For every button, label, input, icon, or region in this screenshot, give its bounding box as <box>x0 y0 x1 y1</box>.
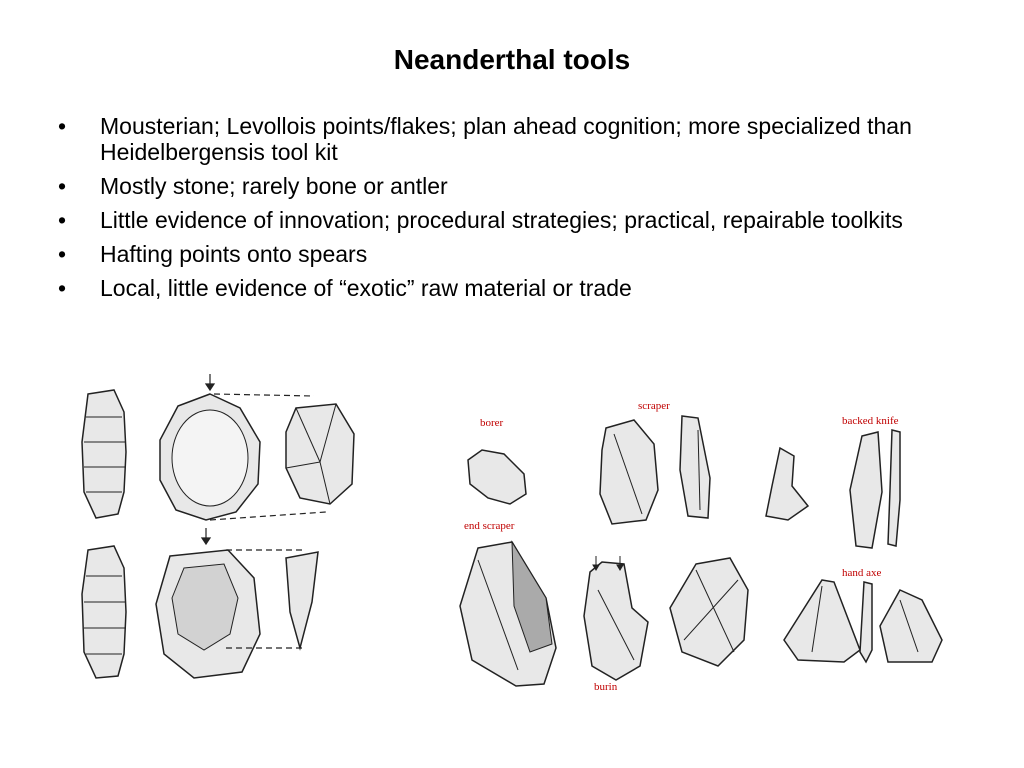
core-side-view-top <box>82 390 126 518</box>
bullet-text: Mostly stone; rarely bone or antler <box>100 173 448 199</box>
burin-tool <box>584 562 648 680</box>
end-scraper-label: end scraper <box>464 520 515 532</box>
backed-knife-tool <box>850 432 882 548</box>
bullet-text: Little evidence of innovation; procedural strategies; practical, repairable toolkits <box>100 207 903 233</box>
core-side-view-bottom <box>82 546 126 678</box>
hand-axe-side-view <box>860 582 872 662</box>
borer-label: borer <box>480 417 504 429</box>
scraper-tool <box>600 420 658 524</box>
bullet-text: Hafting points onto spears <box>100 241 368 267</box>
bullet-icon: • <box>58 241 67 267</box>
bullet-list <box>58 113 958 309</box>
bullet-icon: • <box>58 173 67 199</box>
list-item <box>58 275 958 301</box>
borer-tool <box>468 450 526 504</box>
hand-axe-tool <box>784 580 860 662</box>
denticulate-tool <box>766 448 808 520</box>
levallois-illustration <box>74 372 374 684</box>
bullet-icon: • <box>58 275 67 301</box>
list-item <box>58 207 958 233</box>
bullet-text: Local, little evidence of “exotic” raw material or trade <box>100 275 632 301</box>
burin-label: burin <box>594 681 618 693</box>
list-item <box>58 173 958 199</box>
list-item <box>58 241 958 267</box>
levallois-point <box>286 552 318 648</box>
list-item <box>58 113 958 165</box>
flake-top-view <box>286 404 354 504</box>
mousterian-tools-illustration <box>448 390 948 695</box>
slide-title: Neanderthal tools <box>393 44 631 75</box>
backed-knife-side-view <box>888 430 900 546</box>
scraper-label: scraper <box>638 400 670 412</box>
hand-axe-label: hand axe <box>842 567 882 579</box>
backed-knife-label: backed knife <box>842 415 899 427</box>
bullet-icon: • <box>58 113 67 139</box>
scraper-side-view <box>680 416 710 518</box>
bullet-icon: • <box>58 207 67 233</box>
bullet-text: Mousterian; Levollois points/flakes; plan ahead cognition; more specialized than Heidelbergensis tool kit <box>100 113 912 165</box>
hand-axe-alt-view <box>880 590 942 662</box>
